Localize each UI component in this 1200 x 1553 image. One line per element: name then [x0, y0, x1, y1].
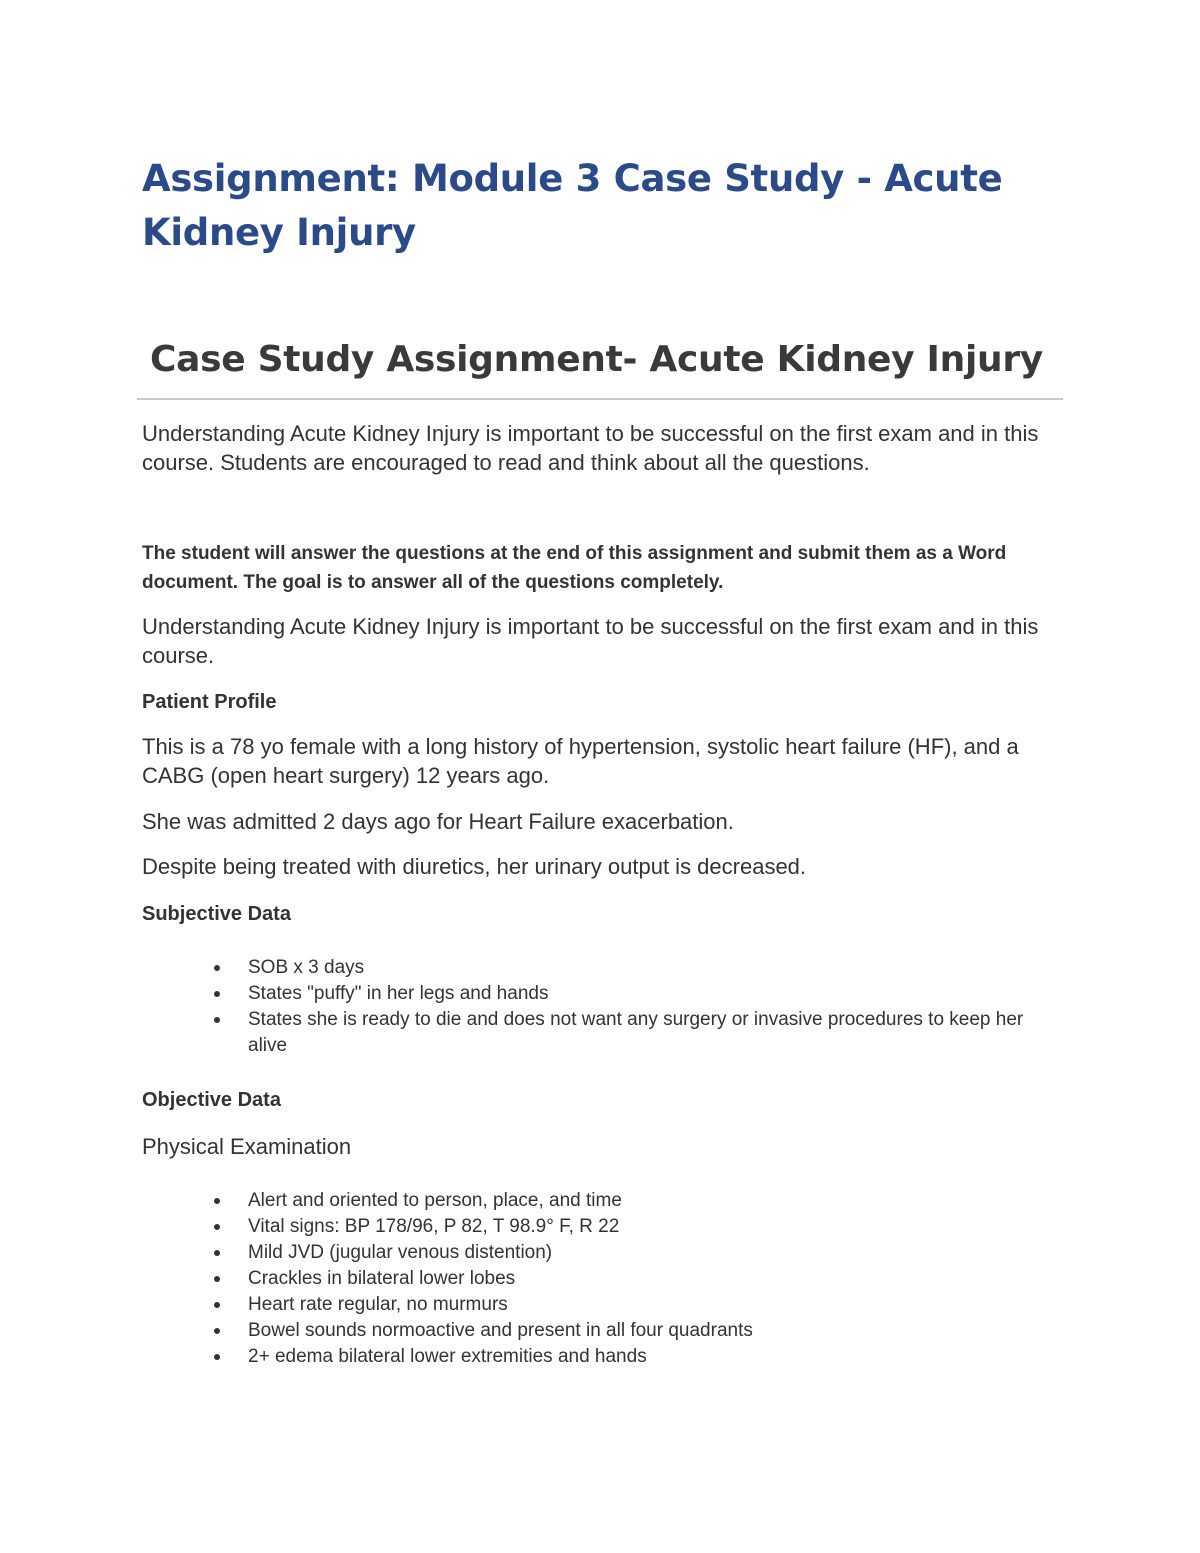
list-item-text: Alert and oriented to person, place, and time — [248, 1190, 622, 1211]
understanding-paragraph: Understanding Acute Kidney Injury is important to be successful on the first exam and in this course. — [142, 614, 1039, 668]
bullet-icon — [214, 1017, 220, 1023]
list-item — [210, 1188, 1040, 1214]
heading-divider — [137, 398, 1063, 400]
urinary-output-paragraph: Despite being treated with diuretics, her urinary output is decreased. — [142, 854, 807, 879]
list-item-text: Vital signs: BP 178/96, P 82, T 98.9° F, R 22 — [248, 1216, 620, 1237]
bullet-icon — [214, 1276, 220, 1282]
subjective-data-heading: Subjective Data — [142, 903, 291, 925]
list-item — [210, 1266, 1040, 1292]
list-item — [210, 1292, 1040, 1318]
patient-profile-heading: Patient Profile — [142, 691, 277, 713]
list-item-text: Bowel sounds normoactive and present in all four quadrants — [248, 1320, 753, 1341]
case-study-heading: Case Study Assignment- Acute Kidney Injury — [150, 339, 1043, 380]
admission-paragraph: She was admitted 2 days ago for Heart Failure exacerbation. — [142, 809, 734, 834]
list-item-text: States "puffy" in her legs and hands — [248, 983, 549, 1004]
objective-data-heading: Objective Data — [142, 1089, 281, 1111]
bullet-icon — [214, 1224, 220, 1230]
bullet-icon — [214, 1198, 220, 1204]
subjective-data-list — [210, 955, 1040, 1059]
list-item — [210, 1318, 1040, 1344]
list-item-text: Mild JVD (jugular venous distention) — [248, 1242, 553, 1263]
list-item — [210, 1240, 1040, 1266]
list-item-text: SOB x 3 days — [248, 957, 365, 978]
list-item — [210, 981, 1040, 1007]
list-item — [210, 1007, 1040, 1059]
intro-paragraph: Understanding Acute Kidney Injury is important to be successful on the first exam and in this course. Students are encouraged to read and think about all the questions. — [142, 421, 1039, 475]
list-item-text: 2+ edema bilateral lower extremities and hands — [248, 1346, 647, 1367]
bullet-icon — [214, 1250, 220, 1256]
instructions-paragraph: The student will answer the questions at the end of this assignment and submit them as a Word document. The goal is to answer all of the questions completely. — [142, 543, 1007, 593]
assignment-title: Assignment: Module 3 Case Study - Acute Kidney Injury — [142, 157, 1003, 254]
bullet-icon — [214, 1302, 220, 1308]
bullet-icon — [214, 1354, 220, 1360]
list-item — [210, 1214, 1040, 1240]
bullet-icon — [214, 965, 220, 971]
objective-data-list — [210, 1188, 1040, 1370]
bullet-icon — [214, 1328, 220, 1334]
list-item-text: States she is ready to die and does not want any surgery or invasive procedures to keep her alive — [248, 1009, 1024, 1056]
list-item — [210, 955, 1040, 981]
physical-examination-subheading: Physical Examination — [142, 1134, 352, 1159]
patient-profile-paragraph: This is a 78 yo female with a long history of hypertension, systolic heart failure (HF), and a CABG (open heart surgery) 12 years ago. — [142, 734, 1019, 788]
list-item — [210, 1344, 1040, 1370]
list-item-text: Crackles in bilateral lower lobes — [248, 1268, 516, 1289]
list-item-text: Heart rate regular, no murmurs — [248, 1294, 508, 1315]
bullet-icon — [214, 991, 220, 997]
